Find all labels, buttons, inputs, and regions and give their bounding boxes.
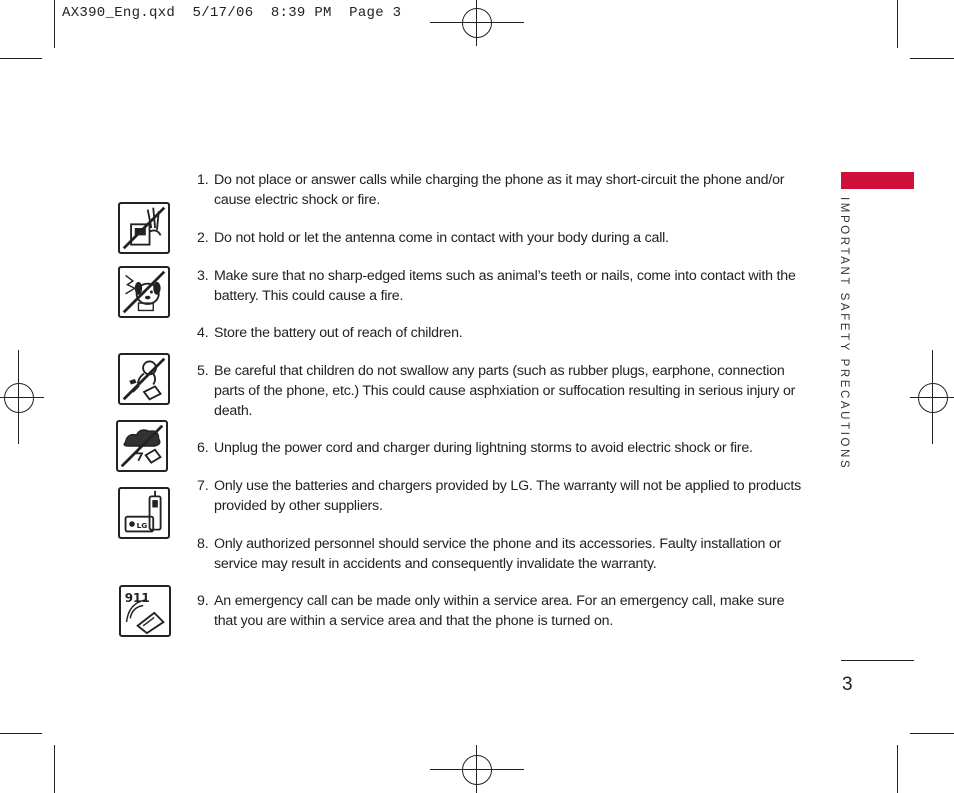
list-item: 4. Store the battery out of reach of children. xyxy=(197,325,463,341)
footer-rule xyxy=(841,660,914,661)
list-item: 9. An emergency call can be made only within a service area. For an emergency call, make sure that you are within a service area and that the phone is turned on. xyxy=(197,593,785,629)
lg-battery-charger-icon xyxy=(118,487,170,539)
page-number: 3 xyxy=(842,674,853,695)
section-tab-marker xyxy=(841,172,914,189)
list-item: 8. Only authorized personnel should service the phone and its accessories. Faulty installation or service may result in accidents and consequently invalidate the warranty. xyxy=(197,536,782,572)
lightning-storm-icon xyxy=(116,420,168,472)
lg-logo-text: LG xyxy=(136,520,148,530)
list-item: 6. Unplug the power cord and charger during lightning storms to avoid electric shock or fire. xyxy=(197,440,753,456)
list-item: 1. Do not place or answer calls while charging the phone as it may short-circuit the phone and/or cause electric shock or fire. xyxy=(197,172,785,208)
charging-phone-icon xyxy=(118,202,170,254)
section-side-title: IMPORTANT SAFETY PRECAUTIONS xyxy=(838,197,850,471)
child-battery-icon xyxy=(118,353,170,405)
print-slug: AX390_Eng.qxd 5/17/06 8:39 PM Page 3 xyxy=(62,5,402,21)
list-item: 7. Only use the batteries and chargers provided by LG. The warranty will not be applied to products provided by other suppliers. xyxy=(197,478,801,514)
emergency-number-text: 911 xyxy=(124,590,150,605)
emergency-call-icon xyxy=(119,585,171,637)
list-item: 3. Make sure that no sharp-edged items such as animal’s teeth or nails, come into contact with the battery. This could cause a fire. xyxy=(197,268,796,304)
list-item: 5. Be careful that children do not swallow any parts (such as rubber plugs, earphone, connection parts of the phone, etc.) This could cause asphxiation or suffocation resulting in serious injury or death. xyxy=(197,363,796,419)
list-item: 2. Do not hold or let the antenna come in contact with your body during a call. xyxy=(197,230,669,246)
dog-battery-icon xyxy=(118,266,170,318)
